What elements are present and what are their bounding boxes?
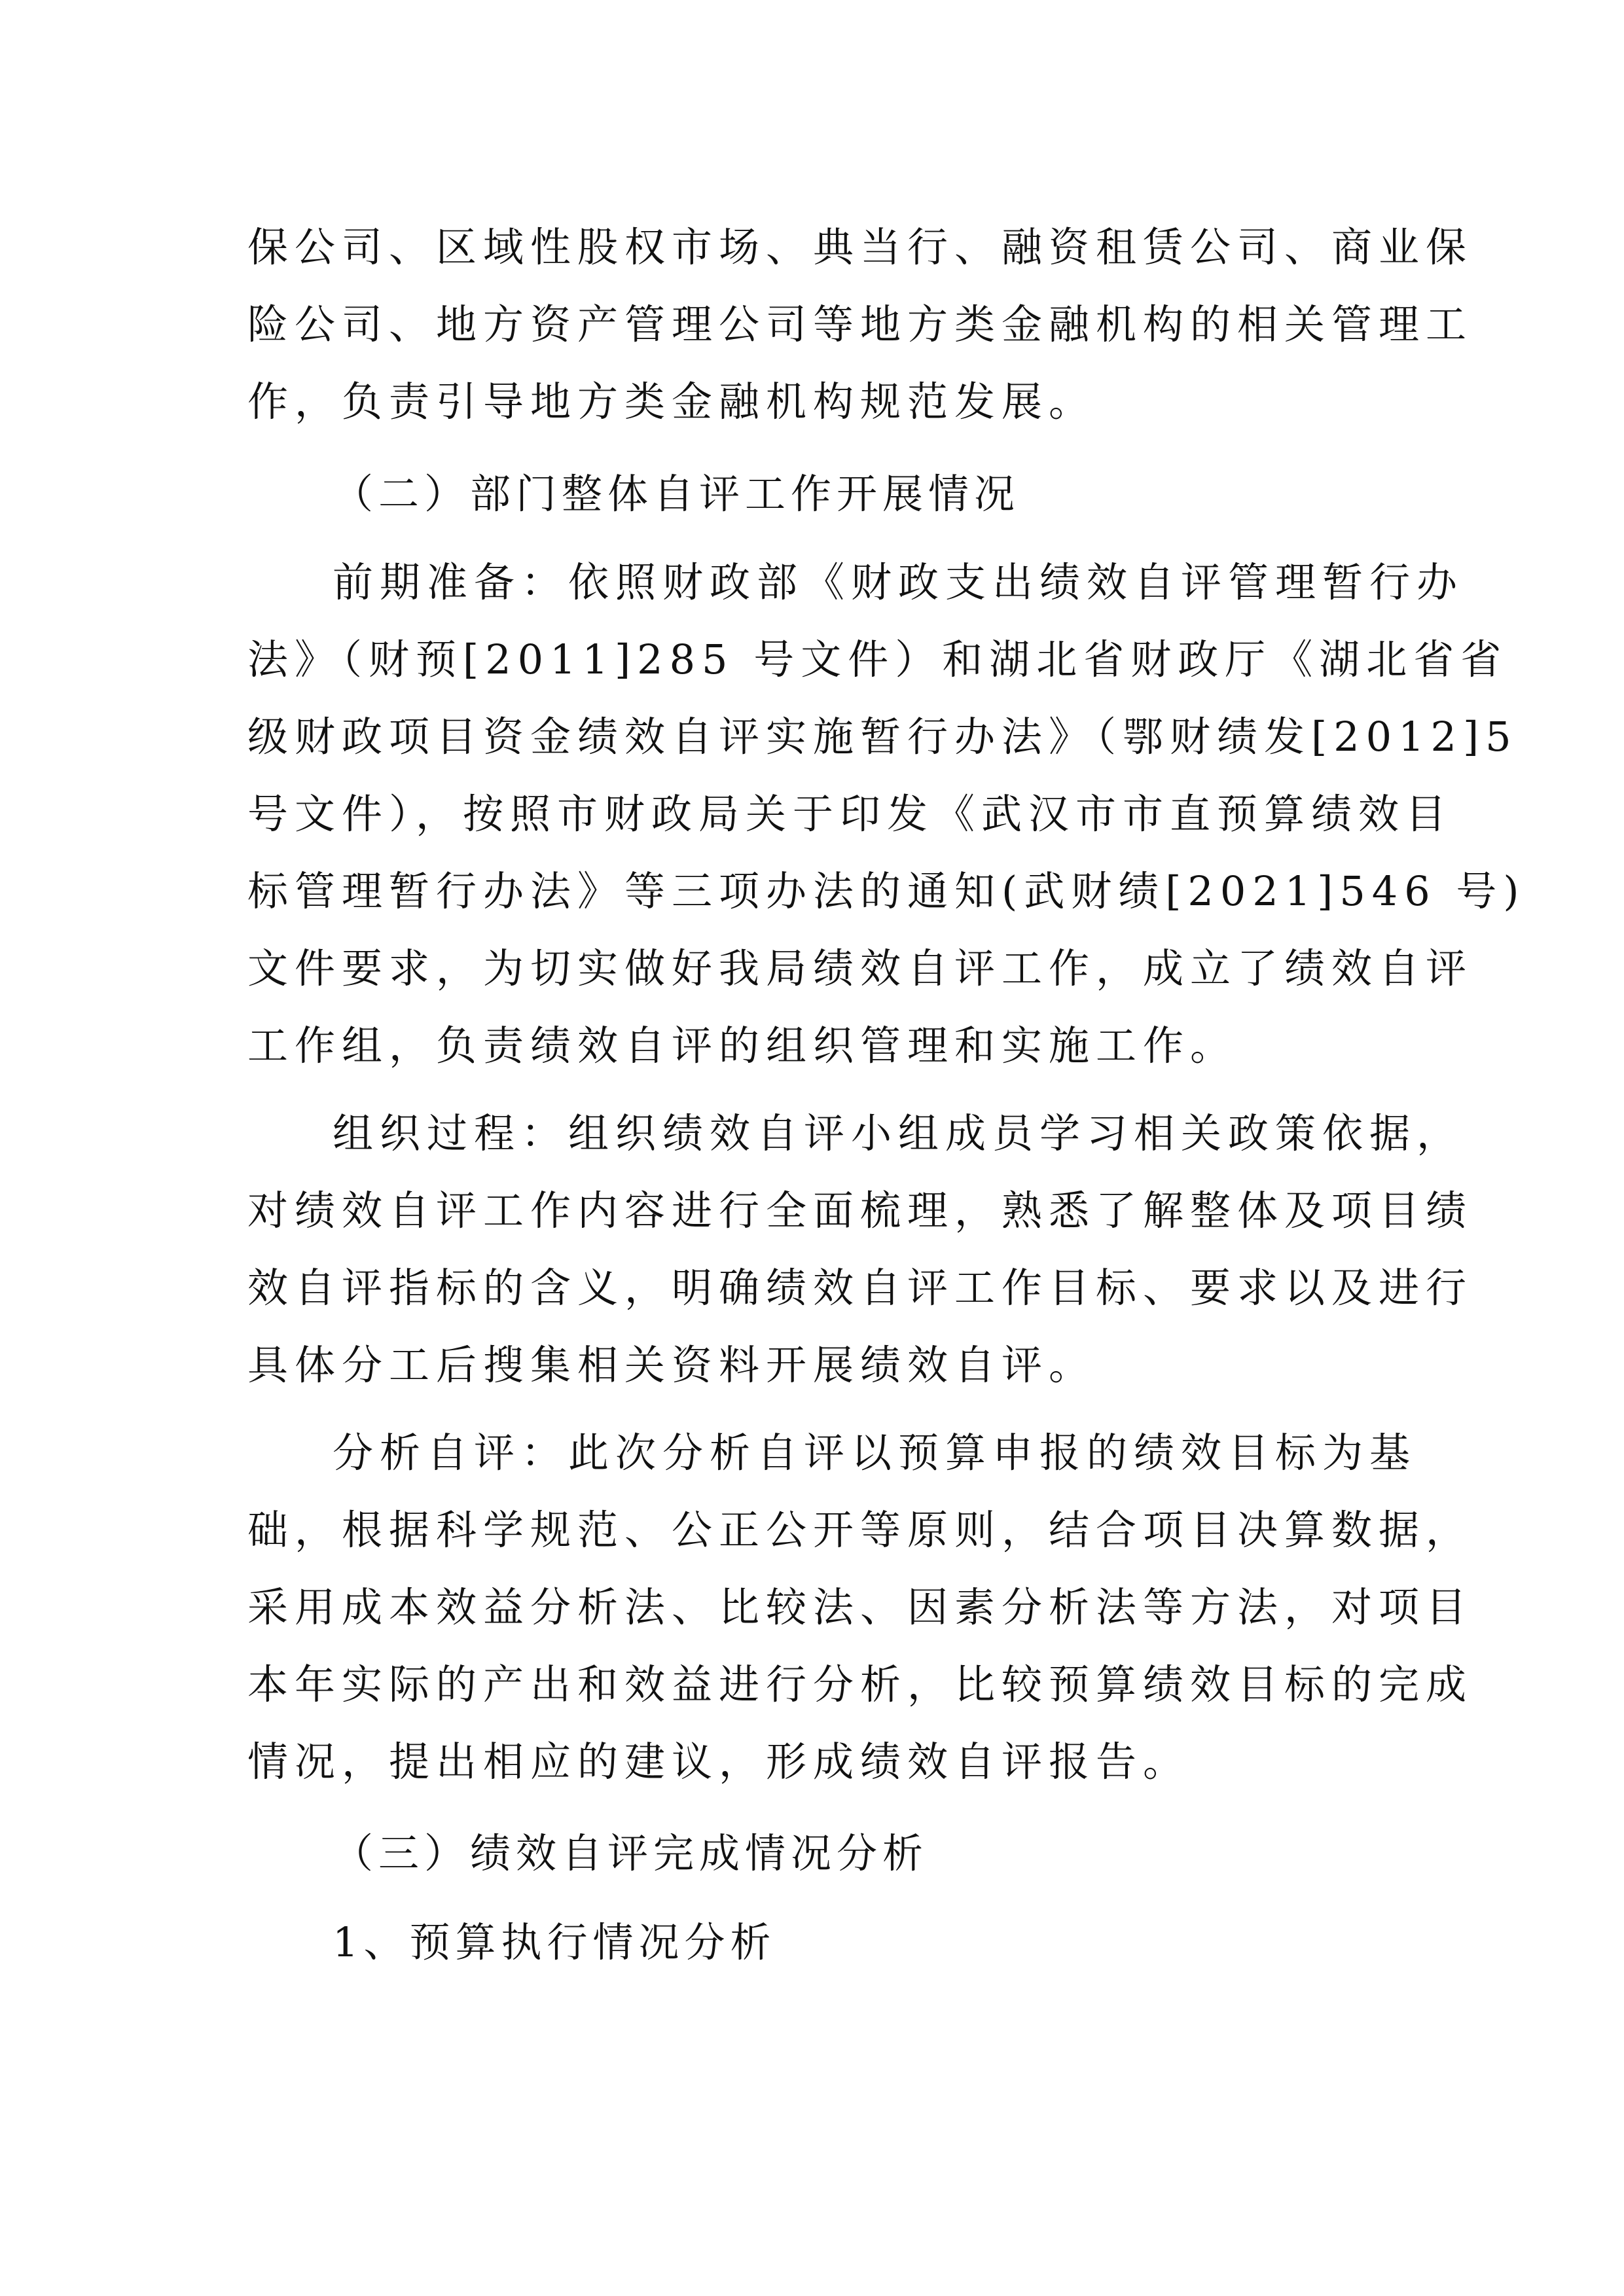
text-line-9: 标管理暂行办法》等三项办法的通知(武财绩[2021]546 号) <box>247 867 1526 915</box>
text-line-18: 采用成本效益分析法、比较法、因素分析法等方法，对项目 <box>247 1583 1473 1631</box>
text-line-16: 分析自评：此次分析自评以预算申报的绩效目标为基 <box>333 1429 1417 1477</box>
text-line-13: 对绩效自评工作内容进行全面梳理，熟悉了解整体及项目绩 <box>247 1187 1473 1234</box>
text-line-17: 础，根据科学规范、公正公开等原则，结合项目决算数据， <box>247 1506 1473 1554</box>
text-line-10: 文件要求，为切实做好我局绩效自评工作，成立了绩效自评 <box>247 944 1473 992</box>
text-line-5: 前期准备：依照财政部《财政支出绩效自评管理暂行办 <box>333 558 1464 606</box>
text-line-1: 保公司、区域性股权市场、典当行、融资租赁公司、商业保 <box>247 223 1473 271</box>
subsection-heading-1: 1、预算执行情况分析 <box>333 1918 776 1966</box>
text-line-15: 具体分工后搜集相关资料开展绩效自评。 <box>247 1341 1096 1389</box>
text-line-14: 效自评指标的含义，明确绩效自评工作目标、要求以及进行 <box>247 1264 1473 1312</box>
text-line-6: 法》（财预[2011]285 号文件）和湖北省财政厅《湖北省省 <box>247 636 1508 683</box>
text-line-11: 工作组，负责绩效自评的组织管理和实施工作。 <box>247 1022 1238 1069</box>
section-heading-2: （二）部门整体自评工作开展情况 <box>333 470 1020 518</box>
text-line-20: 情况，提出相应的建议，形成绩效自评报告。 <box>247 1738 1191 1785</box>
text-line-19: 本年实际的产出和效益进行分析，比较预算绩效目标的完成 <box>247 1660 1473 1708</box>
text-line-7: 级财政项目资金绩效自评实施暂行办法》（鄂财绩发[2012]5 <box>247 713 1518 761</box>
text-line-2: 险公司、地方资产管理公司等地方类金融机构的相关管理工 <box>247 300 1473 348</box>
text-line-3: 作，负责引导地方类金融机构规范发展。 <box>247 378 1096 425</box>
section-heading-3: （三）绩效自评完成情况分析 <box>333 1829 929 1877</box>
text-line-12: 组织过程：组织绩效自评小组成员学习相关政策依据， <box>333 1109 1464 1157</box>
text-line-8: 号文件），按照市财政局关于印发《武汉市市直预算绩效目 <box>247 790 1453 838</box>
